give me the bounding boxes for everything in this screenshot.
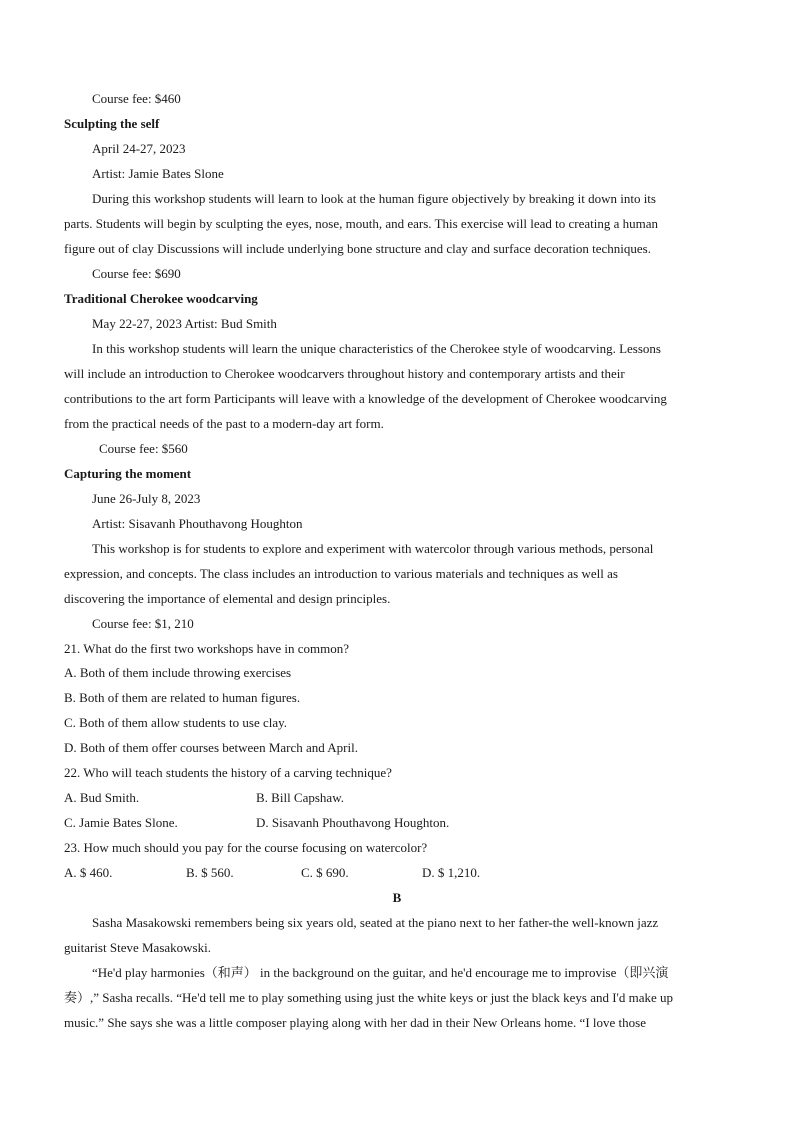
workshop-artist-sculpting: Artist: Jamie Bates Slone [92,166,224,181]
question-23-option-a: A. $ 460. [64,865,113,880]
course-fee-sculpting: Course fee: $690 [92,266,181,281]
question-22-option-b: B. Bill Capshaw. [256,790,344,805]
question-22-option-c: C. Jamie Bates Slone. [64,815,178,830]
workshop-desc-line: This workshop is for students to explore and experiment with watercolor through various methods, personal [92,541,654,556]
passage-line: “He'd play harmonies（和声） in the background on the guitar, and he'd encourage me to improvise（即兴演 [92,965,669,980]
workshop-desc-line: During this workshop students will learn to look at the human figure objectively by breaking it down into its [92,191,656,206]
workshop-title-moment: Capturing the moment [64,466,192,481]
workshop-desc-line: from the practical needs of the past to a modern-day art form. [64,416,384,431]
workshop-desc-line: In this workshop students will learn the unique characteristics of the Cherokee style of woodcarving. Lessons [92,341,661,356]
workshop-desc-line: parts. Students will begin by sculpting the eyes, nose, mouth, and ears. This exercise will lead to creating a human [64,216,659,231]
course-fee-first: Course fee: $460 [92,91,181,106]
passage-line: guitarist Steve Masakowski. [64,940,211,955]
question-23-option-c: C. $ 690. [301,865,349,880]
question-23-stem: 23. How much should you pay for the course focusing on watercolor? [64,840,428,855]
course-fee-moment: Course fee: $1, 210 [92,616,194,631]
question-22-option-a: A. Bud Smith. [64,790,140,805]
question-23-option-d: D. $ 1,210. [422,865,481,880]
workshop-artist-moment: Artist: Sisavanh Phouthavong Houghton [92,516,303,531]
workshop-desc-line: will include an introduction to Cherokee woodcarvers throughout history and contemporary artists and their [64,366,625,381]
passage-line: music.” She says she was a little composer playing along with her dad in their New Orleans home. “I love those [64,1015,646,1030]
workshop-date-moment: June 26-July 8, 2023 [92,491,201,506]
question-21-option-b: B. Both of them are related to human figures. [64,690,301,705]
question-23-option-b: B. $ 560. [186,865,234,880]
question-22-stem: 22. Who will teach students the history of a carving technique? [64,765,392,780]
workshop-title-woodcarving: Traditional Cherokee woodcarving [64,291,258,306]
workshop-desc-line: discovering the importance of elemental and design principles. [64,591,391,606]
question-21-option-c: C. Both of them allow students to use clay. [64,715,288,730]
workshop-date-artist-woodcarving: May 22-27, 2023 Artist: Bud Smith [92,316,277,331]
question-22-option-d: D. Sisavanh Phouthavong Houghton. [256,815,450,830]
workshop-title-sculpting: Sculpting the self [64,116,160,131]
question-21-option-d: D. Both of them offer courses between March and April. [64,740,358,755]
question-21-stem: 21. What do the first two workshops have in common? [64,641,349,656]
workshop-desc-line: contributions to the art form Participants will leave with a knowledge of the development of Cherokee woodcarving [64,391,667,406]
workshop-desc-line: figure out of clay Discussions will include underlying bone structure and clay and surface decoration techniques. [64,241,651,256]
passage-line: 奏）,” Sasha recalls. “He'd tell me to play something using just the white keys or just the black keys and I'd make up [64,990,674,1005]
workshop-desc-line: expression, and concepts. The class includes an introduction to various materials and techniques as well as [64,566,618,581]
workshop-date-sculpting: April 24-27, 2023 [92,141,186,156]
course-fee-woodcarving: Course fee: $560 [99,441,188,456]
passage-line: Sasha Masakowski remembers being six years old, seated at the piano next to her father-the well-known jazz [92,915,659,930]
question-21-option-a: A. Both of them include throwing exercises [64,665,292,680]
section-b-heading: B [392,890,402,905]
